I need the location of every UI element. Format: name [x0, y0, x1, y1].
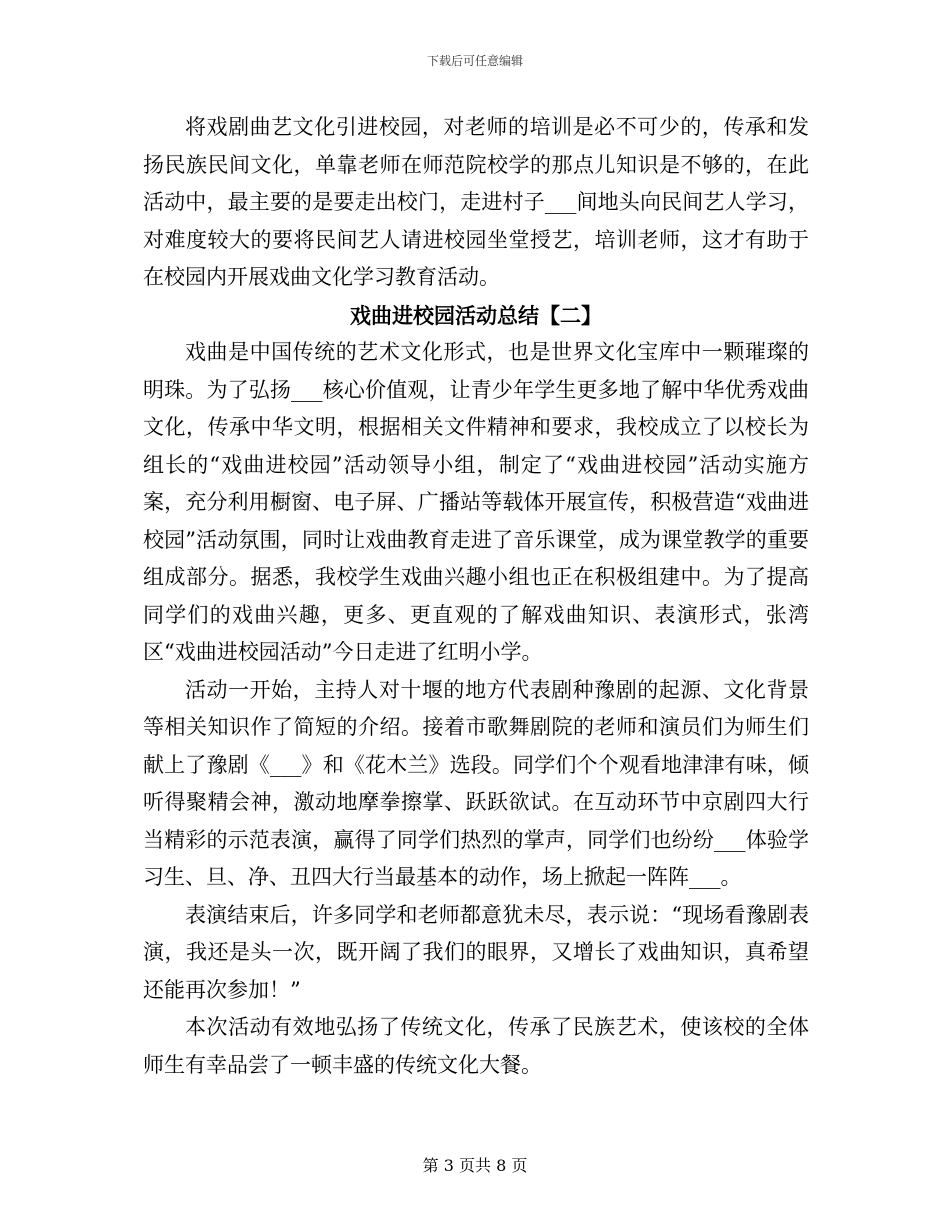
page-footer: 第 3 页共 8 页 — [422, 1156, 528, 1175]
section-title: 戏曲进校园活动总结【二】 — [350, 302, 602, 328]
paragraph: 本次活动有效地弘扬了传统文化，传承了民族艺术，使该校的全体师生有幸品尝了一顿丰盛的传统文化大餐。 — [143, 1015, 809, 1077]
paragraph: 活动一开始，主持人对十堰的地方代表剧种豫剧的起源、文化背景等相关知识作了简短的介绍。接着市歌舞剧院的老师和演员们为师生们献上了豫剧《___》和《花木兰》选段。同学们个个观看地津津有味，倾听得聚精会神，激动地摩拳擦掌、跃跃欲试。在互动环节中京剧四大行当精彩的示范表演，赢得了同学们热烈的掌声，同学们也纷纷___体验学习生、旦、净、丑四大行当最基本的动作，场上掀起一阵阵___。 — [143, 677, 809, 889]
document-body — [143, 109, 809, 1084]
paragraph: 表演结束后，许多同学和老师都意犹未尽，表示说：“现场看豫剧表演，我还是头一次，既开阔了我们的眼界，又增长了戏曲知识，真希望还能再次参加！” — [143, 902, 809, 1002]
page-header: 下载后可任意编辑 — [426, 54, 523, 68]
paragraph: 戏曲是中国传统的艺术文化形式，也是世界文化宝库中一颗璀璨的明珠。为了弘扬___核心价值观，让青少年学生更多地了解中华优秀戏曲文化，传承中华文明，根据相关文件精神和要求，我校成立了以校长为组长的“戏曲进校园”活动领导小组，制定了“戏曲进校园”活动实施方案，充分利用橱窗、电子屏、广播站等载体开展宣传，积极营造“戏曲进校园”活动氛围，同时让戏曲教育走进了音乐课堂，成为课堂教学的重要组成部分。据悉，我校学生戏曲兴趣小组也正在积极组建中。为了提高同学们的戏曲兴趣，更多、更直观的了解戏曲知识、表演形式，张湾区“戏曲进校园活动”今日走进了红明小学。 — [143, 340, 809, 664]
paragraph: 将戏剧曲艺文化引进校园，对老师的培训是必不可少的，传承和发扬民族民间文化，单靠老师在师范院校学的那点儿知识是不够的，在此活动中，最主要的是要走出校门，走进村子___间地头向民间艺人学习，对难度较大的要将民间艺人请进校园坐堂授艺，培训老师，这才有助于在校园内开展戏曲文化学习教育活动。 — [143, 115, 809, 289]
